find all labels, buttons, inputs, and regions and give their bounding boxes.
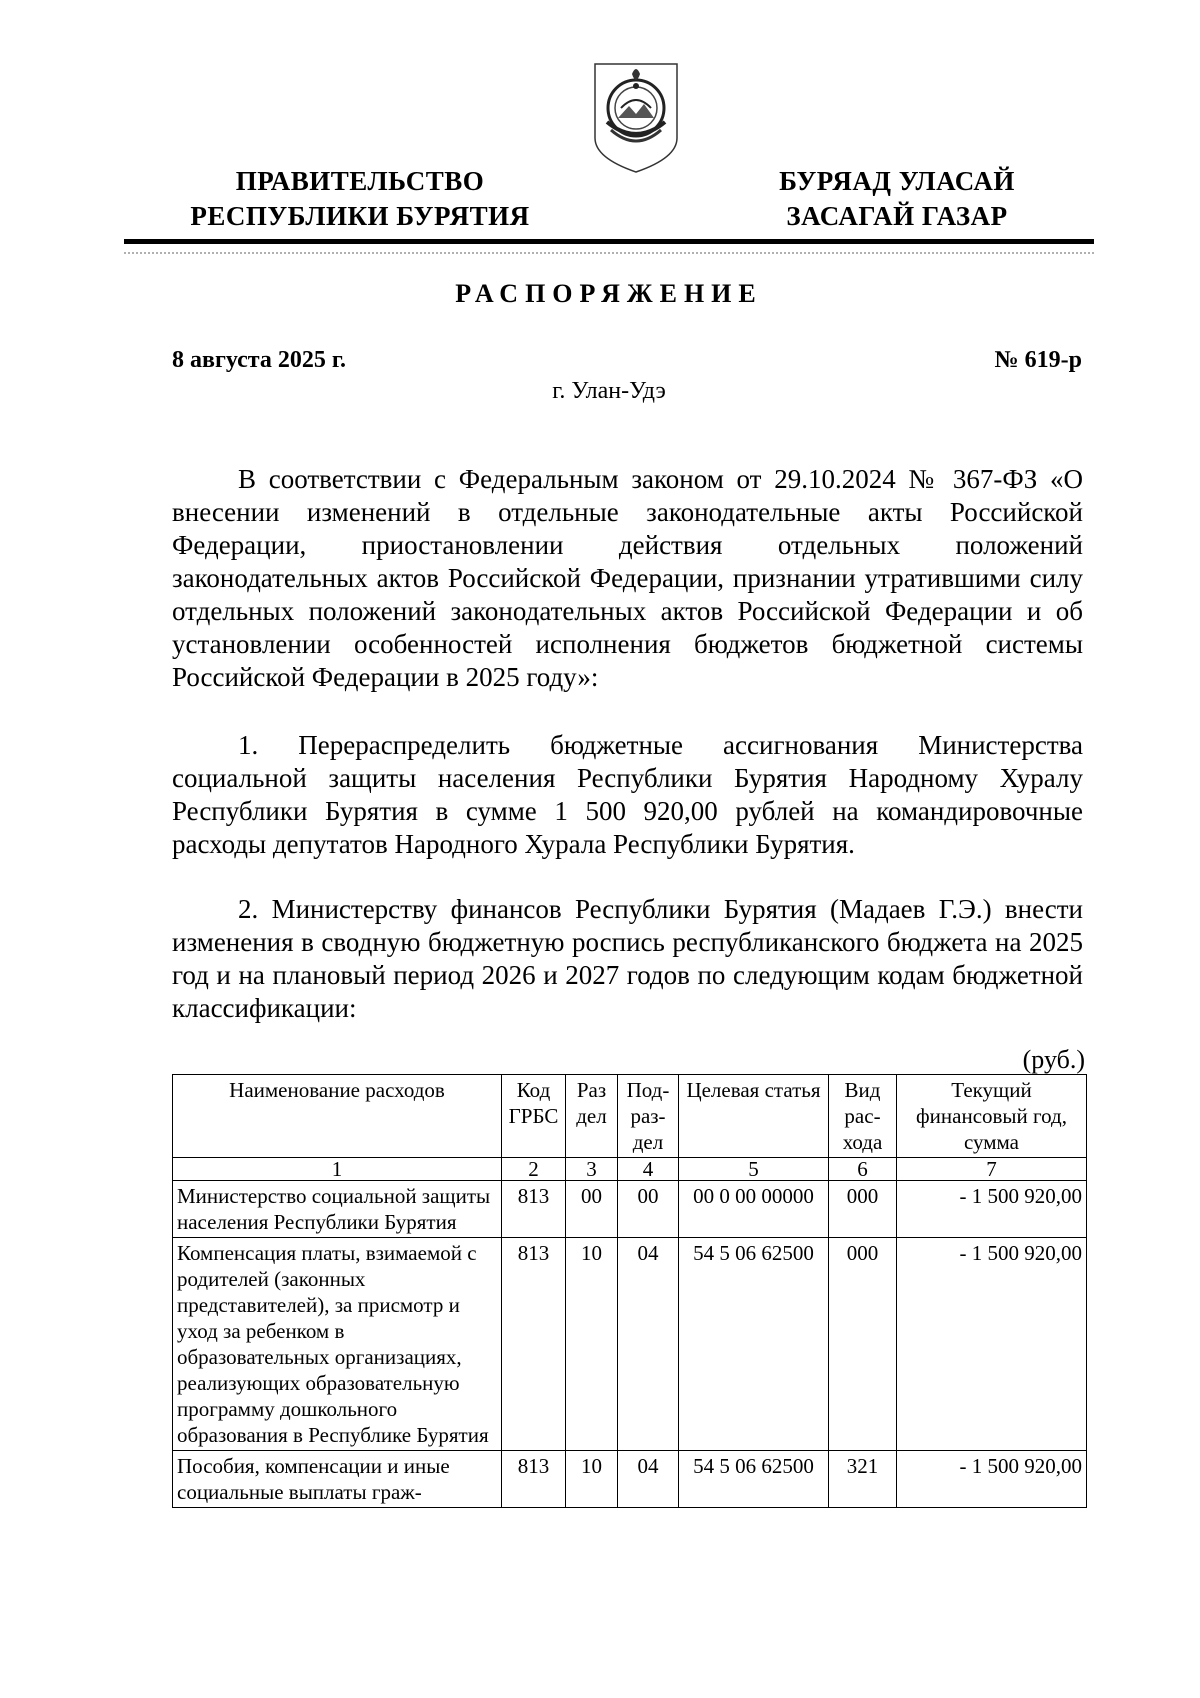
government-name-ru [175,164,545,234]
document-title: РАСПОРЯЖЕНИЕ [455,279,763,308]
header-section: Раз дел [566,1075,618,1158]
expense-name-cell: Министерство социальной защиты населения Республики Бурятия [173,1181,502,1238]
column-number: 4 [618,1158,679,1181]
header-expense-type: Вид рас-хода [829,1075,897,1158]
government-name-bua-line1: БУРЯАД УЛАСАЙ [779,166,1015,196]
header-grbs-code: Код ГРБС [502,1075,566,1158]
expense-name-cell: Пособия, компенсации и иные социальные выплаты граж- [173,1451,502,1508]
amount-cell: - 1 500 920,00 [897,1238,1087,1451]
amount-cell: - 1 500 920,00 [897,1451,1087,1508]
column-number: 7 [897,1158,1087,1181]
target-item-cell: 54 5 06 62500 [679,1451,829,1508]
header-subsection: Под-раз-дел [618,1075,679,1158]
subsection-cell: 00 [618,1181,679,1238]
government-name-ru-line2: РЕСПУБЛИКИ БУРЯТИЯ [190,201,530,231]
grbs-cell: 813 [502,1181,566,1238]
expense-name-cell: Компенсация платы, взимаемой с родителей (законных представителей), за присмотр и уход за ребенком в образовательных организациях, реализующих образовательную программу дошкольного образования в Республике Бурятия [173,1238,502,1451]
column-number: 1 [173,1158,502,1181]
header-divider-dotted [124,252,1094,254]
coat-of-arms-icon [591,56,681,174]
header-expense-name: Наименование расходов [173,1075,502,1158]
grbs-cell: 813 [502,1451,566,1508]
table-row [173,1451,1087,1508]
section-cell: 10 [566,1238,618,1451]
budget-classification-table [172,1074,1087,1508]
government-name-bua-line2: ЗАСАГАЙ ГАЗАР [786,201,1008,231]
header-amount: Текущий финансовый год, сумма [897,1075,1087,1158]
table-row [173,1181,1087,1238]
table-header-row [173,1075,1087,1158]
document-date: 8 августа 2025 г. [172,347,347,373]
government-name-ru-line1: ПРАВИТЕЛЬСТВО [235,166,485,196]
table-row [173,1238,1087,1451]
column-number: 3 [566,1158,618,1181]
header-divider [124,239,1094,244]
expense-type-cell: 321 [829,1451,897,1508]
target-item-cell: 00 0 00 00000 [679,1181,829,1238]
expense-type-cell: 000 [829,1238,897,1451]
column-number: 5 [679,1158,829,1181]
document-city: г. Улан-Удэ [552,378,666,404]
government-name-bua [752,164,1042,234]
amount-cell: - 1 500 920,00 [897,1181,1087,1238]
preamble-paragraph: В соответствии с Федеральным законом от 29.10.2024 № 367-ФЗ «О внесении изменений в отдельные законодательные акты Российской Федерации, приостановлении действия отдельных положений законодательных актов Российской Федерации, признании утратившими силу отдельных положений законодательных актов Российской Федерации и об установлении особенностей исполнения бюджетов бюджетной системы Российской Федерации в 2025 году»: [172,464,1083,692]
section-cell: 10 [566,1451,618,1508]
subsection-cell: 04 [618,1238,679,1451]
currency-unit-note: (руб.) [1022,1045,1085,1074]
header-target-item: Целевая статья [679,1075,829,1158]
column-number: 2 [502,1158,566,1181]
item-2-paragraph: 2. Министерству финансов Республики Бурятия (Мадаев Г.Э.) внести изменения в сводную бюджетную роспись республиканского бюджета на 2025 год и на плановый период 2026 и 2027 годов по следующим кодам бюджетной классификации: [172,894,1083,1023]
item-1-paragraph: 1. Перераспределить бюджетные ассигнования Министерства социальной защиты населения Республики Бурятия Народному Хуралу Республики Бурятия в сумме 1 500 920,00 рублей на командировочные расходы депутатов Народного Хурала Республики Бурятия. [172,730,1083,859]
document-number: № 619-р [994,347,1082,373]
grbs-cell: 813 [502,1238,566,1451]
target-item-cell: 54 5 06 62500 [679,1238,829,1451]
section-cell: 00 [566,1181,618,1238]
subsection-cell: 04 [618,1451,679,1508]
column-number: 6 [829,1158,897,1181]
expense-type-cell: 000 [829,1181,897,1238]
table-column-numbers-row [173,1158,1087,1181]
